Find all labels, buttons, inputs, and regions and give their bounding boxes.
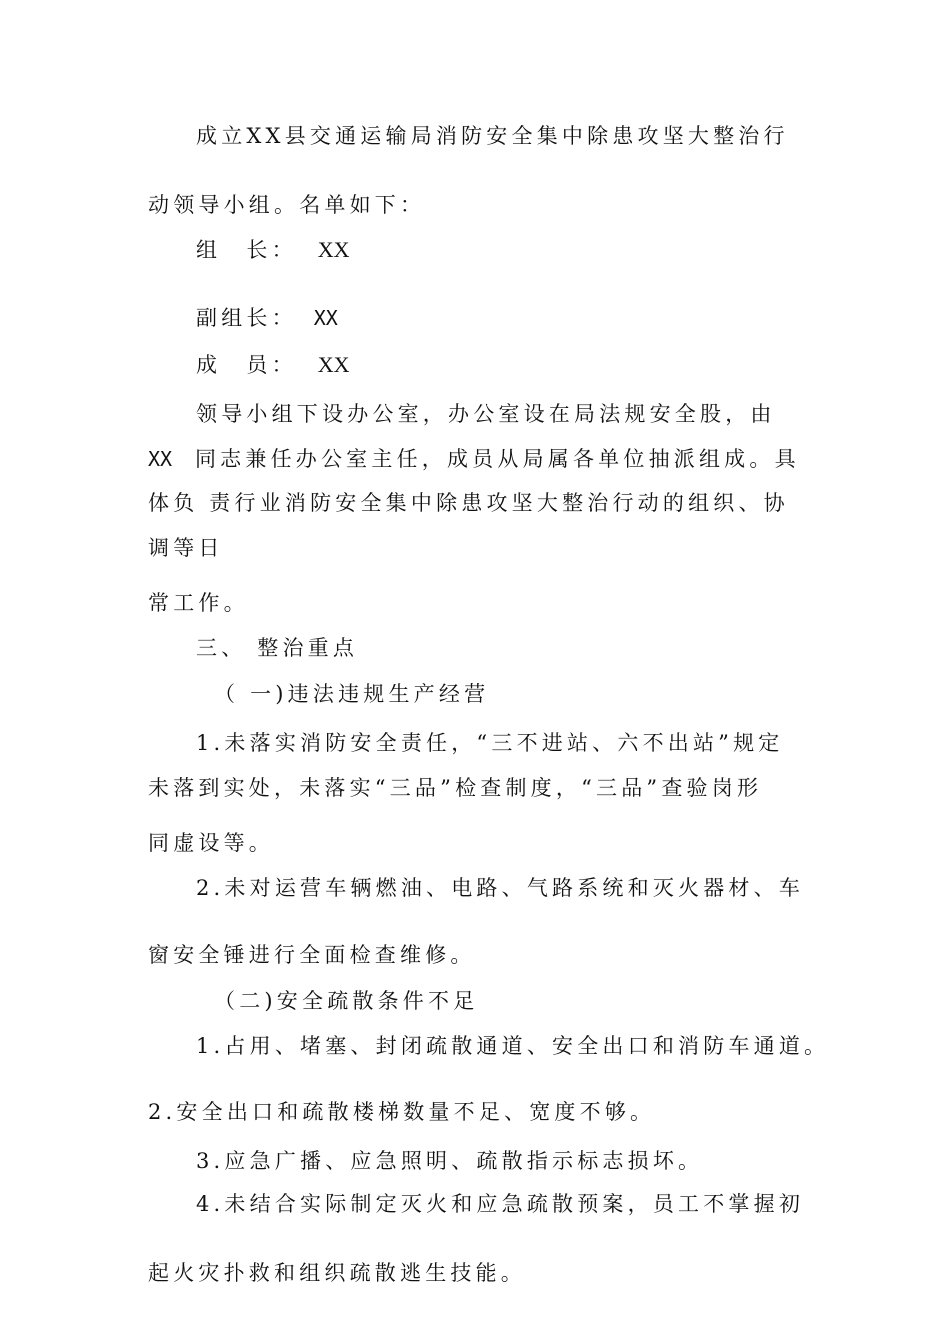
- office-line-2-rest: 同志兼任办公室主任，成员从局属各单位抽派组成。具: [194, 447, 800, 471]
- paragraph-office-line-5: 常工作。: [148, 591, 249, 615]
- member-value: XX: [317, 352, 350, 377]
- item-6-line-1: 4.未结合实际制定灭火和应急疏散预案，员工不掌握初: [196, 1192, 805, 1216]
- section-heading-3: 三、 整治重点: [196, 636, 359, 660]
- paragraph-intro-line-1: 成立XX县交通运输局消防安全集中除患攻坚大整治行: [196, 124, 789, 148]
- subheading-1: （ 一)违法违规生产经营: [214, 682, 490, 706]
- leader-value: XX: [317, 237, 350, 262]
- item-6-line-2: 起火灾扑救和组织疏散逃生技能。: [148, 1261, 526, 1285]
- deputy-label: 副组长：: [196, 306, 297, 330]
- paragraph-office-line-2: [148, 445, 800, 473]
- member-label: 成 员：: [196, 353, 297, 377]
- paragraph-office-line-1: 领导小组下设办公室，办公室设在局法规安全股，由: [196, 402, 776, 426]
- deputy-value: XX: [313, 306, 338, 330]
- leader-label: 组 长：: [196, 238, 297, 262]
- paragraph-office-line-4: 调等日: [148, 536, 224, 560]
- item-1-line-3: 同虚设等。: [148, 831, 274, 855]
- deputy-row: [196, 304, 338, 332]
- item-3-line-1: 1.占用、堵塞、封闭疏散通道、安全出口和消防车通道。: [196, 1034, 830, 1058]
- leader-row: [196, 236, 349, 264]
- item-1-line-2: 未落到实处，未落实“三品”检查制度，“三品”查验岗形: [148, 776, 763, 800]
- subheading-2: （二)安全疏散条件不足: [214, 989, 479, 1013]
- paragraph-intro-line-2: 动领导小组。名单如下：: [148, 193, 426, 217]
- item-4-line-1: 2.安全出口和疏散楼梯数量不足、宽度不够。: [148, 1100, 656, 1124]
- office-name: XX: [148, 447, 173, 471]
- item-2-line-1: 2.未对运营车辆燃油、电路、气路系统和灭火器材、车: [196, 876, 805, 900]
- member-row: [196, 351, 349, 379]
- item-1-line-1: 1.未落实消防安全责任，“三不进站、六不出站”规定: [196, 731, 784, 755]
- item-2-line-2: 窗安全锤进行全面检查维修。: [148, 943, 476, 967]
- item-5-line-1: 3.应急广播、应急照明、疏散指示标志损坏。: [196, 1149, 704, 1173]
- paragraph-office-line-3: 体负 责行业消防安全集中除患攻坚大整治行动的组织、协: [148, 491, 789, 515]
